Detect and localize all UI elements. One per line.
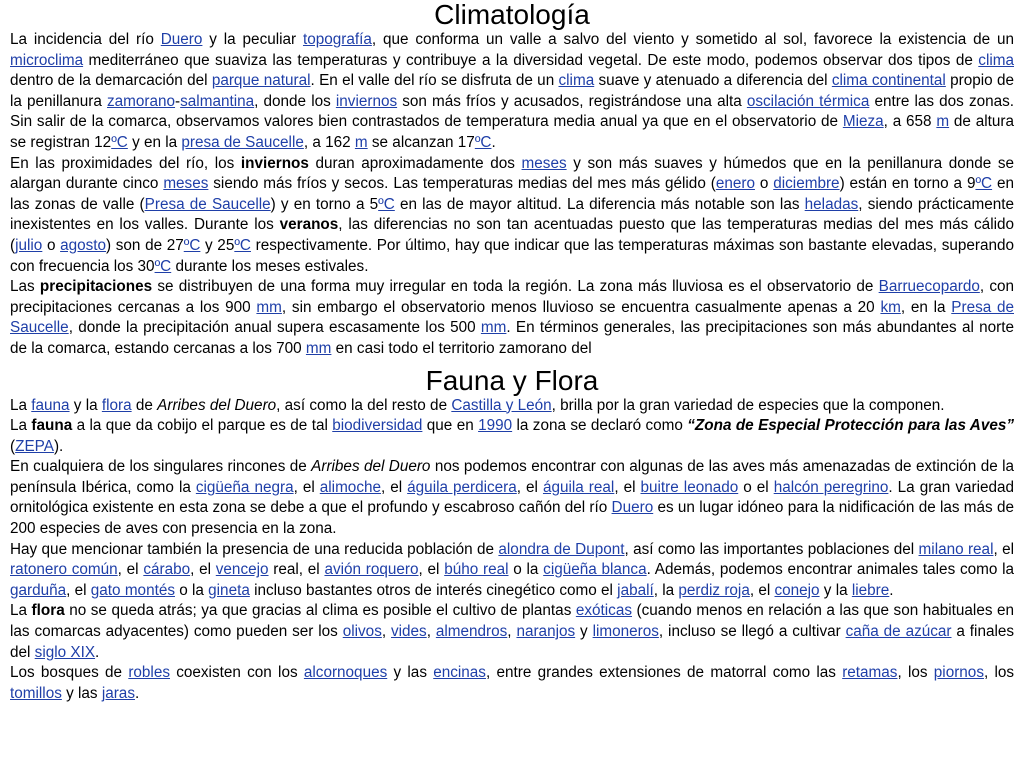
link-barruecopardo[interactable]: Barruecopardo — [878, 278, 980, 296]
link-salmantina[interactable]: salmantina — [180, 92, 255, 110]
bold-text: veranos — [279, 216, 339, 234]
text-run: y son más suaves y húmedos que en la penillanura donde se alargan durante cinco — [10, 154, 1015, 193]
link-ºc[interactable]: ºC — [234, 236, 251, 254]
link-1990[interactable]: 1990 — [478, 417, 513, 435]
text-run: nos podemos encontrar con algunas de las aves más amenazadas de extinción de la península Ibérica, como la — [10, 458, 1015, 496]
text-run: - — [175, 92, 181, 110]
link-oscilación-térmica[interactable]: oscilación térmica — [746, 92, 870, 110]
link-ºc[interactable]: ºC — [474, 133, 492, 151]
link-conejo[interactable]: conejo — [774, 581, 820, 599]
text-run: real, el — [268, 561, 325, 579]
text-run: o la — [508, 561, 544, 579]
text-run: (cuando menos en relación a las que son habituales en las comarcas adyacentes) como pueden ser los — [10, 602, 1015, 641]
text-run: y la peculiar — [202, 31, 303, 48]
bold-text: flora — [31, 602, 65, 620]
link-ºc[interactable]: ºC — [975, 175, 993, 193]
link-limoneros[interactable]: limoneros — [592, 623, 659, 641]
link-mm[interactable]: mm — [256, 298, 282, 316]
link-tomillos[interactable]: tomillos — [10, 684, 62, 702]
text-run: y 25 — [200, 236, 235, 254]
text-run: , así como las importantes poblaciones del — [624, 540, 919, 558]
text-run: que en — [422, 417, 479, 435]
text-run: ) son de 27 — [106, 236, 184, 254]
text-run: ( — [10, 437, 16, 455]
text-run: se distribuyen de una forma muy irregular en toda la región. La zona más lluviosa es el observatorio de — [152, 278, 879, 296]
link-m[interactable]: m — [936, 113, 950, 131]
text-run: . — [134, 684, 140, 702]
text-run: , el — [749, 581, 775, 599]
link-duero[interactable]: Duero — [611, 499, 654, 517]
link-avión-roquero[interactable]: avión roquero — [324, 561, 419, 579]
section-title-climatologia: Climatología — [434, 0, 590, 30]
text-run: y las — [61, 684, 102, 702]
link-robles[interactable]: robles — [128, 664, 170, 682]
text-run: o — [42, 236, 61, 254]
paragraph — [10, 30, 1014, 154]
link-naranjos[interactable]: naranjos — [516, 623, 576, 641]
text-run: , sin embargo el observatorio menos lluvioso se encuentra casualmente apenas a 20 — [281, 298, 881, 316]
link-diciembre[interactable]: diciembre — [773, 175, 840, 193]
italic-text: Arribes del Duero — [157, 396, 277, 414]
paragraph — [10, 601, 1014, 663]
text-run: La — [10, 396, 32, 414]
link-jaras[interactable]: jaras — [101, 684, 135, 702]
text-run: , los — [897, 664, 934, 682]
link-castilla-y-león[interactable]: Castilla y León — [451, 396, 552, 414]
link-presa-de-saucelle[interactable]: Presa de Saucelle — [10, 298, 1014, 337]
link-zepa[interactable]: ZEPA — [15, 437, 54, 455]
text-run: En las proximidades del río, los — [10, 154, 241, 172]
text-run: , el — [293, 478, 320, 496]
link-enero[interactable]: enero — [715, 175, 755, 193]
link-jabalí[interactable]: jabalí — [617, 581, 654, 599]
link-águila-perdicera[interactable]: águila perdicera — [407, 478, 517, 496]
text-run: , el — [190, 561, 216, 579]
text-run: , el — [117, 561, 144, 579]
bold-text: precipitaciones — [39, 278, 153, 296]
text-run: , el — [418, 561, 445, 579]
text-run: , — [507, 623, 517, 641]
text-run: a la que da cobijo el parque es de tal — [72, 417, 333, 435]
text-run: Los bosques de — [10, 664, 129, 682]
text-run: , siendo prácticamente inexistentes en los valles. Durante los — [10, 195, 1015, 234]
link-vides[interactable]: vides — [391, 623, 427, 641]
text-run: de altura se registran 12 — [10, 113, 1014, 151]
link-búho-real[interactable]: búho real — [444, 561, 509, 579]
link-alondra-de-dupont[interactable]: alondra de Dupont — [498, 540, 625, 558]
text-run: En cualquiera de los singulares rincones de — [10, 458, 312, 476]
link-encinas[interactable]: encinas — [433, 664, 486, 682]
text-run: , el — [66, 581, 91, 599]
link-mm[interactable]: mm — [480, 319, 507, 337]
italic-text: Arribes del Duero — [311, 458, 431, 476]
text-run: y la — [69, 396, 102, 414]
link-perdiz-roja[interactable]: perdiz roja — [678, 581, 750, 599]
link-clima[interactable]: clima — [558, 72, 595, 90]
link-meses[interactable]: meses — [521, 154, 567, 172]
link-ºc[interactable]: ºC — [111, 133, 128, 151]
text-run: siendo más fríos y secos. Las temperaturas medias del mes más gélido ( — [208, 175, 716, 193]
paragraph — [10, 396, 1014, 417]
bold-text: inviernos — [240, 154, 309, 172]
text-run: y la — [819, 581, 852, 599]
text-run: . En términos generales, las precipitaciones son más abundantes al norte de la comarca, estando cercanas a los 700 — [10, 319, 1014, 357]
link-topografía[interactable]: topografía — [302, 31, 372, 48]
text-run: o la — [174, 581, 209, 599]
text-run: durante los meses estivales. — [171, 257, 369, 275]
link-caña-de-azúcar[interactable]: caña de azúcar — [845, 623, 952, 641]
text-run: , en la — [900, 298, 952, 316]
link-mieza[interactable]: Mieza — [842, 113, 884, 131]
link-olivos[interactable]: olivos — [342, 623, 382, 641]
link-alcornoques[interactable]: alcornoques — [303, 664, 388, 682]
text-run: son más fríos y acusados, registrándose una alta — [397, 92, 747, 110]
text-run: es un lugar idóneo para la nidificación de las más de 200 especies de aves con presencia en la zona. — [10, 499, 1014, 538]
text-run: coexisten con los — [169, 664, 304, 682]
text-run: La incidencia del río — [10, 31, 161, 48]
text-run: . La gran variedad ornitológica existente en esta zona se debe a que el profundo y escabroso cañón del río — [10, 478, 1014, 517]
link-meses[interactable]: meses — [163, 175, 209, 193]
link-águila-real[interactable]: águila real — [542, 478, 615, 496]
text-run: , brilla por la gran variedad de especies que la componen. — [551, 396, 945, 414]
bold-text: fauna — [31, 417, 73, 435]
text-run: , a 162 — [303, 133, 355, 151]
link-microclima[interactable]: microclima — [10, 51, 84, 69]
link-fauna[interactable]: fauna — [31, 396, 70, 414]
link-presa-de-saucelle[interactable]: Presa de Saucelle — [144, 195, 271, 213]
text-run: o — [754, 175, 774, 193]
link-flora[interactable]: flora — [101, 396, 132, 414]
link-gineta[interactable]: gineta — [208, 581, 250, 599]
link-ºc[interactable]: ºC — [154, 257, 172, 275]
text-run: , la — [653, 581, 679, 599]
link-agosto[interactable]: agosto — [60, 236, 107, 254]
link-biodiversidad[interactable]: biodiversidad — [332, 417, 423, 435]
text-run: ). — [53, 437, 64, 455]
text-run: . — [889, 581, 894, 599]
text-run: , donde la precipitación anual supera escasamente los 500 — [68, 319, 481, 337]
text-run: duran aproximadamente dos — [308, 154, 522, 172]
link-almendros[interactable]: almendros — [435, 623, 508, 641]
text-run: . Además, podemos encontrar animales tales como la — [646, 561, 1015, 579]
bold-text: “Zona de Especial Protección para las Aves” — [687, 417, 1014, 435]
text-run: La — [10, 417, 32, 435]
link-heladas[interactable]: heladas — [804, 195, 859, 213]
paragraph — [10, 540, 1014, 602]
text-run: de — [131, 396, 158, 414]
paragraph — [10, 154, 1014, 278]
link-cárabo[interactable]: cárabo — [143, 561, 191, 579]
link-liebre[interactable]: liebre — [851, 581, 890, 599]
text-run: Hay que mencionar también la presencia de una reducida población de — [10, 540, 499, 558]
text-run: , el — [516, 478, 543, 496]
text-run: la zona se declaró como — [512, 417, 688, 435]
text-run: , — [426, 623, 436, 641]
link-ratonero-común[interactable]: ratonero común — [10, 561, 118, 579]
text-run: en las de mayor altitud. La diferencia más notable son las — [394, 195, 805, 213]
text-run: . — [491, 133, 496, 151]
text-run: , el — [993, 540, 1014, 558]
text-run: y — [575, 623, 593, 641]
text-run: respectivamente. Por último, hay que indicar que las temperaturas máximas son bastante elevadas, superando con frecuencia los 30 — [10, 236, 1014, 275]
text-run: en las zonas de valle ( — [10, 175, 1015, 213]
paragraph — [10, 457, 1014, 539]
link-gato-montés[interactable]: gato montés — [90, 581, 175, 599]
text-run: , el — [380, 478, 408, 496]
text-run: y las — [387, 664, 434, 682]
link-clima-continental[interactable]: clima continental — [831, 72, 946, 90]
link-cigüeña-negra[interactable]: cigüeña negra — [195, 478, 294, 496]
text-run: Las — [10, 278, 40, 296]
link-vencejo[interactable]: vencejo — [215, 561, 269, 579]
text-run: incluso bastantes otros de interés cinegético como el — [249, 581, 618, 599]
paragraph — [10, 663, 1014, 704]
text-run: , que conforma un valle a salvo del viento y sometido al sol, favorece la existencia de un — [371, 31, 1014, 48]
text-run: , el — [614, 478, 641, 496]
link-exóticas[interactable]: exóticas — [575, 602, 632, 620]
text-run: entre las dos zonas. Sin salir de la comarca, observamos valores bien contrastados de temperatura media anual ya que en el observatorio de — [10, 92, 1015, 131]
link-alimoche[interactable]: alimoche — [319, 478, 381, 496]
link-duero[interactable]: Duero — [160, 31, 203, 48]
text-run: , a 658 — [883, 113, 937, 131]
paragraph — [10, 277, 1014, 359]
section-title-fauna-flora: Fauna y Flora — [425, 364, 599, 396]
link-zamorano[interactable]: zamorano — [107, 92, 176, 110]
link-m[interactable]: m — [354, 133, 368, 151]
text-run: no se queda atrás; ya que gracias al clima es posible el cultivo de plantas — [64, 602, 576, 620]
link-julio[interactable]: julio — [15, 236, 43, 254]
text-run: en casi todo el territorio zamorano del — [331, 339, 592, 357]
text-run: , los — [983, 664, 1015, 682]
link-km[interactable]: km — [880, 298, 901, 316]
text-run: , incluso se llegó a cultivar — [658, 623, 846, 641]
text-run: , donde los — [254, 92, 336, 110]
link-parque-natural[interactable]: parque natural — [211, 72, 311, 90]
text-run: . — [95, 643, 100, 661]
text-run: . En el valle del río se disfruta de un — [310, 72, 559, 90]
link-garduña[interactable]: garduña — [10, 581, 67, 599]
link-siglo-xix[interactable]: siglo XIX — [34, 643, 96, 661]
text-run: a finales del — [10, 623, 1015, 661]
link-halcón-peregrino[interactable]: halcón peregrino — [773, 478, 889, 496]
text-run: ) y en torno a 5 — [270, 195, 379, 213]
link-retamas[interactable]: retamas — [842, 664, 898, 682]
link-ºc[interactable]: ºC — [378, 195, 395, 213]
text-run: y en la — [127, 133, 182, 151]
link-mm[interactable]: mm — [305, 339, 332, 357]
link-clima[interactable]: clima — [978, 51, 1014, 69]
link-presa-de-saucelle[interactable]: presa de Saucelle — [181, 133, 304, 151]
text-run: , las diferencias no son tan acentuadas puesto que las temperaturas medias del mes más cálido ( — [10, 216, 1015, 254]
link-buitre-leonado[interactable]: buitre leonado — [640, 478, 739, 496]
text-run: mediterráneo que suaviza las temperaturas y contribuye a la diversidad vegetal. De este modo, podemos observar dos tipos de — [83, 51, 979, 69]
text-run: o el — [738, 478, 774, 496]
link-cigüeña-blanca[interactable]: cigüeña blanca — [543, 561, 647, 579]
text-run: La — [10, 602, 32, 620]
text-run: propio de la penillanura — [10, 72, 1014, 110]
link-inviernos[interactable]: inviernos — [335, 92, 398, 110]
text-run: , — [381, 623, 391, 641]
text-run: se alcanzan 17 — [367, 133, 475, 151]
link-piornos[interactable]: piornos — [933, 664, 984, 682]
text-run: dentro de la demarcación del — [10, 72, 212, 90]
text-run: , con precipitaciones cercanas a los 900 — [10, 278, 1015, 316]
text-run: , entre grandes extensiones de matorral como las — [485, 664, 843, 682]
link-ºc[interactable]: ºC — [183, 236, 201, 254]
paragraph — [10, 416, 1014, 457]
text-run: suave y atenuado a diferencia del — [594, 72, 832, 90]
text-run: , así como la del resto de — [276, 396, 452, 414]
link-milano-real[interactable]: milano real — [918, 540, 994, 558]
text-run: ) están en torno a 9 — [839, 175, 976, 193]
